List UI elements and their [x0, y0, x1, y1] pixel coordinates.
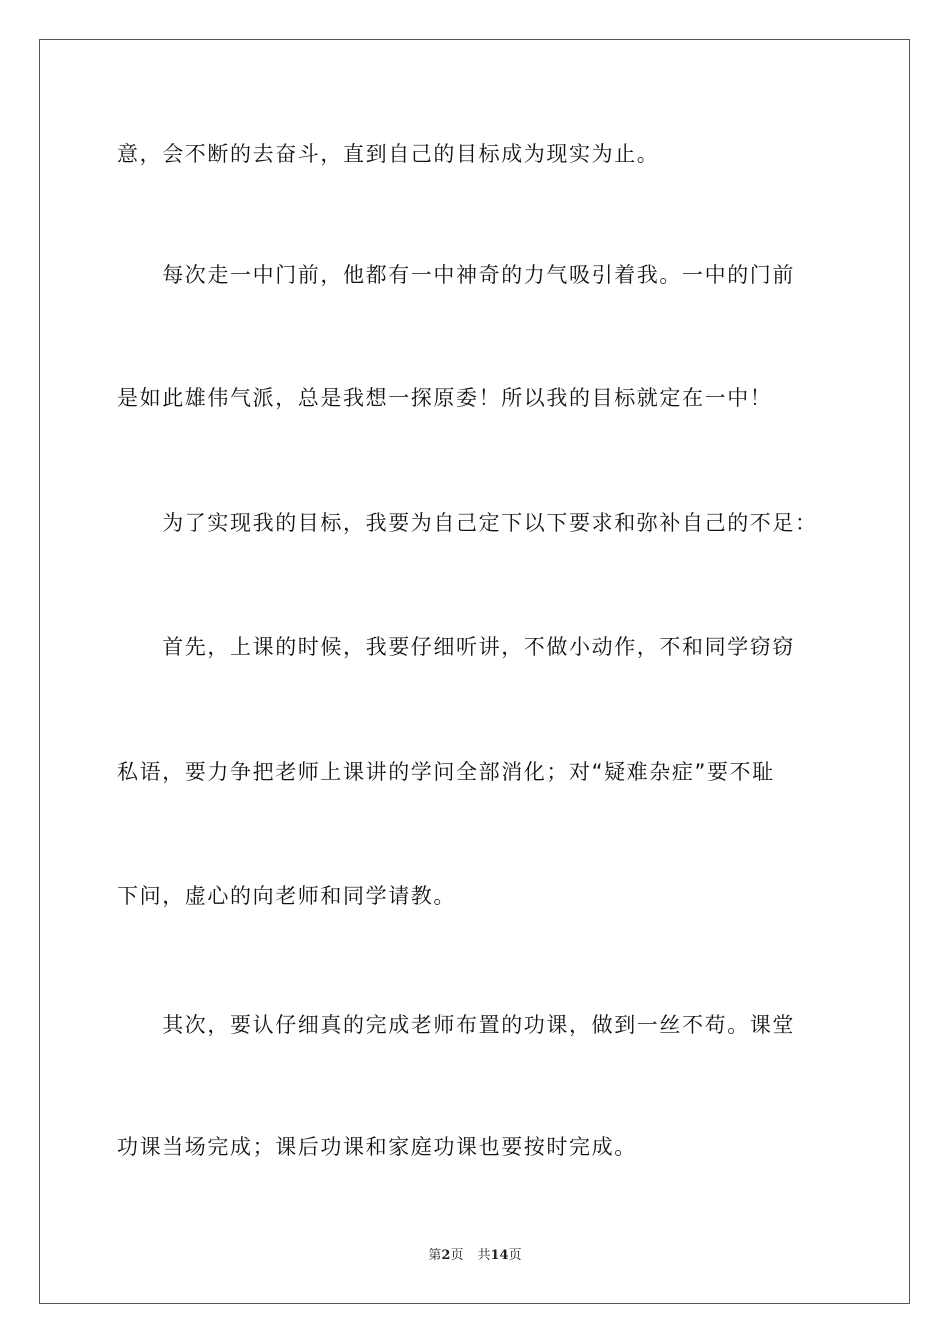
text-line-3: 是如此雄伟气派，总是我想一探原委！所以我的目标就定在一中！	[117, 386, 773, 410]
total-prefix: 共	[477, 1248, 491, 1263]
text-line-4: 为了实现我的目标，我要为自己定下以下要求和弥补自己的不足：	[117, 511, 818, 535]
text-line-1: 意，会不断的去奋斗，直到自己的目标成为现实为止。	[117, 142, 660, 166]
total-suffix: 页	[508, 1248, 522, 1263]
page-border	[39, 39, 910, 1304]
text-line-6: 私语，要力争把老师上课讲的学问全部消化；对“疑难杂症”要不耻	[117, 760, 775, 784]
page-footer	[0, 1247, 950, 1265]
page-prefix: 第	[428, 1248, 442, 1263]
text-line-9: 功课当场完成；课后功课和家庭功课也要按时完成。	[117, 1135, 637, 1159]
total-pages: 14	[490, 1248, 509, 1263]
text-line-5: 首先，上课的时候，我要仔细听讲，不做小动作，不和同学窃窃	[117, 635, 795, 659]
page-number: 2	[441, 1248, 451, 1263]
text-line-8: 其次，要认仔细真的完成老师布置的功课，做到一丝不苟。课堂	[117, 1013, 795, 1037]
page-suffix: 页	[450, 1248, 464, 1263]
text-line-7: 下问，虚心的向老师和同学请教。	[117, 884, 456, 908]
text-line-2: 每次走一中门前，他都有一中神奇的力气吸引着我。一中的门前	[117, 263, 795, 287]
